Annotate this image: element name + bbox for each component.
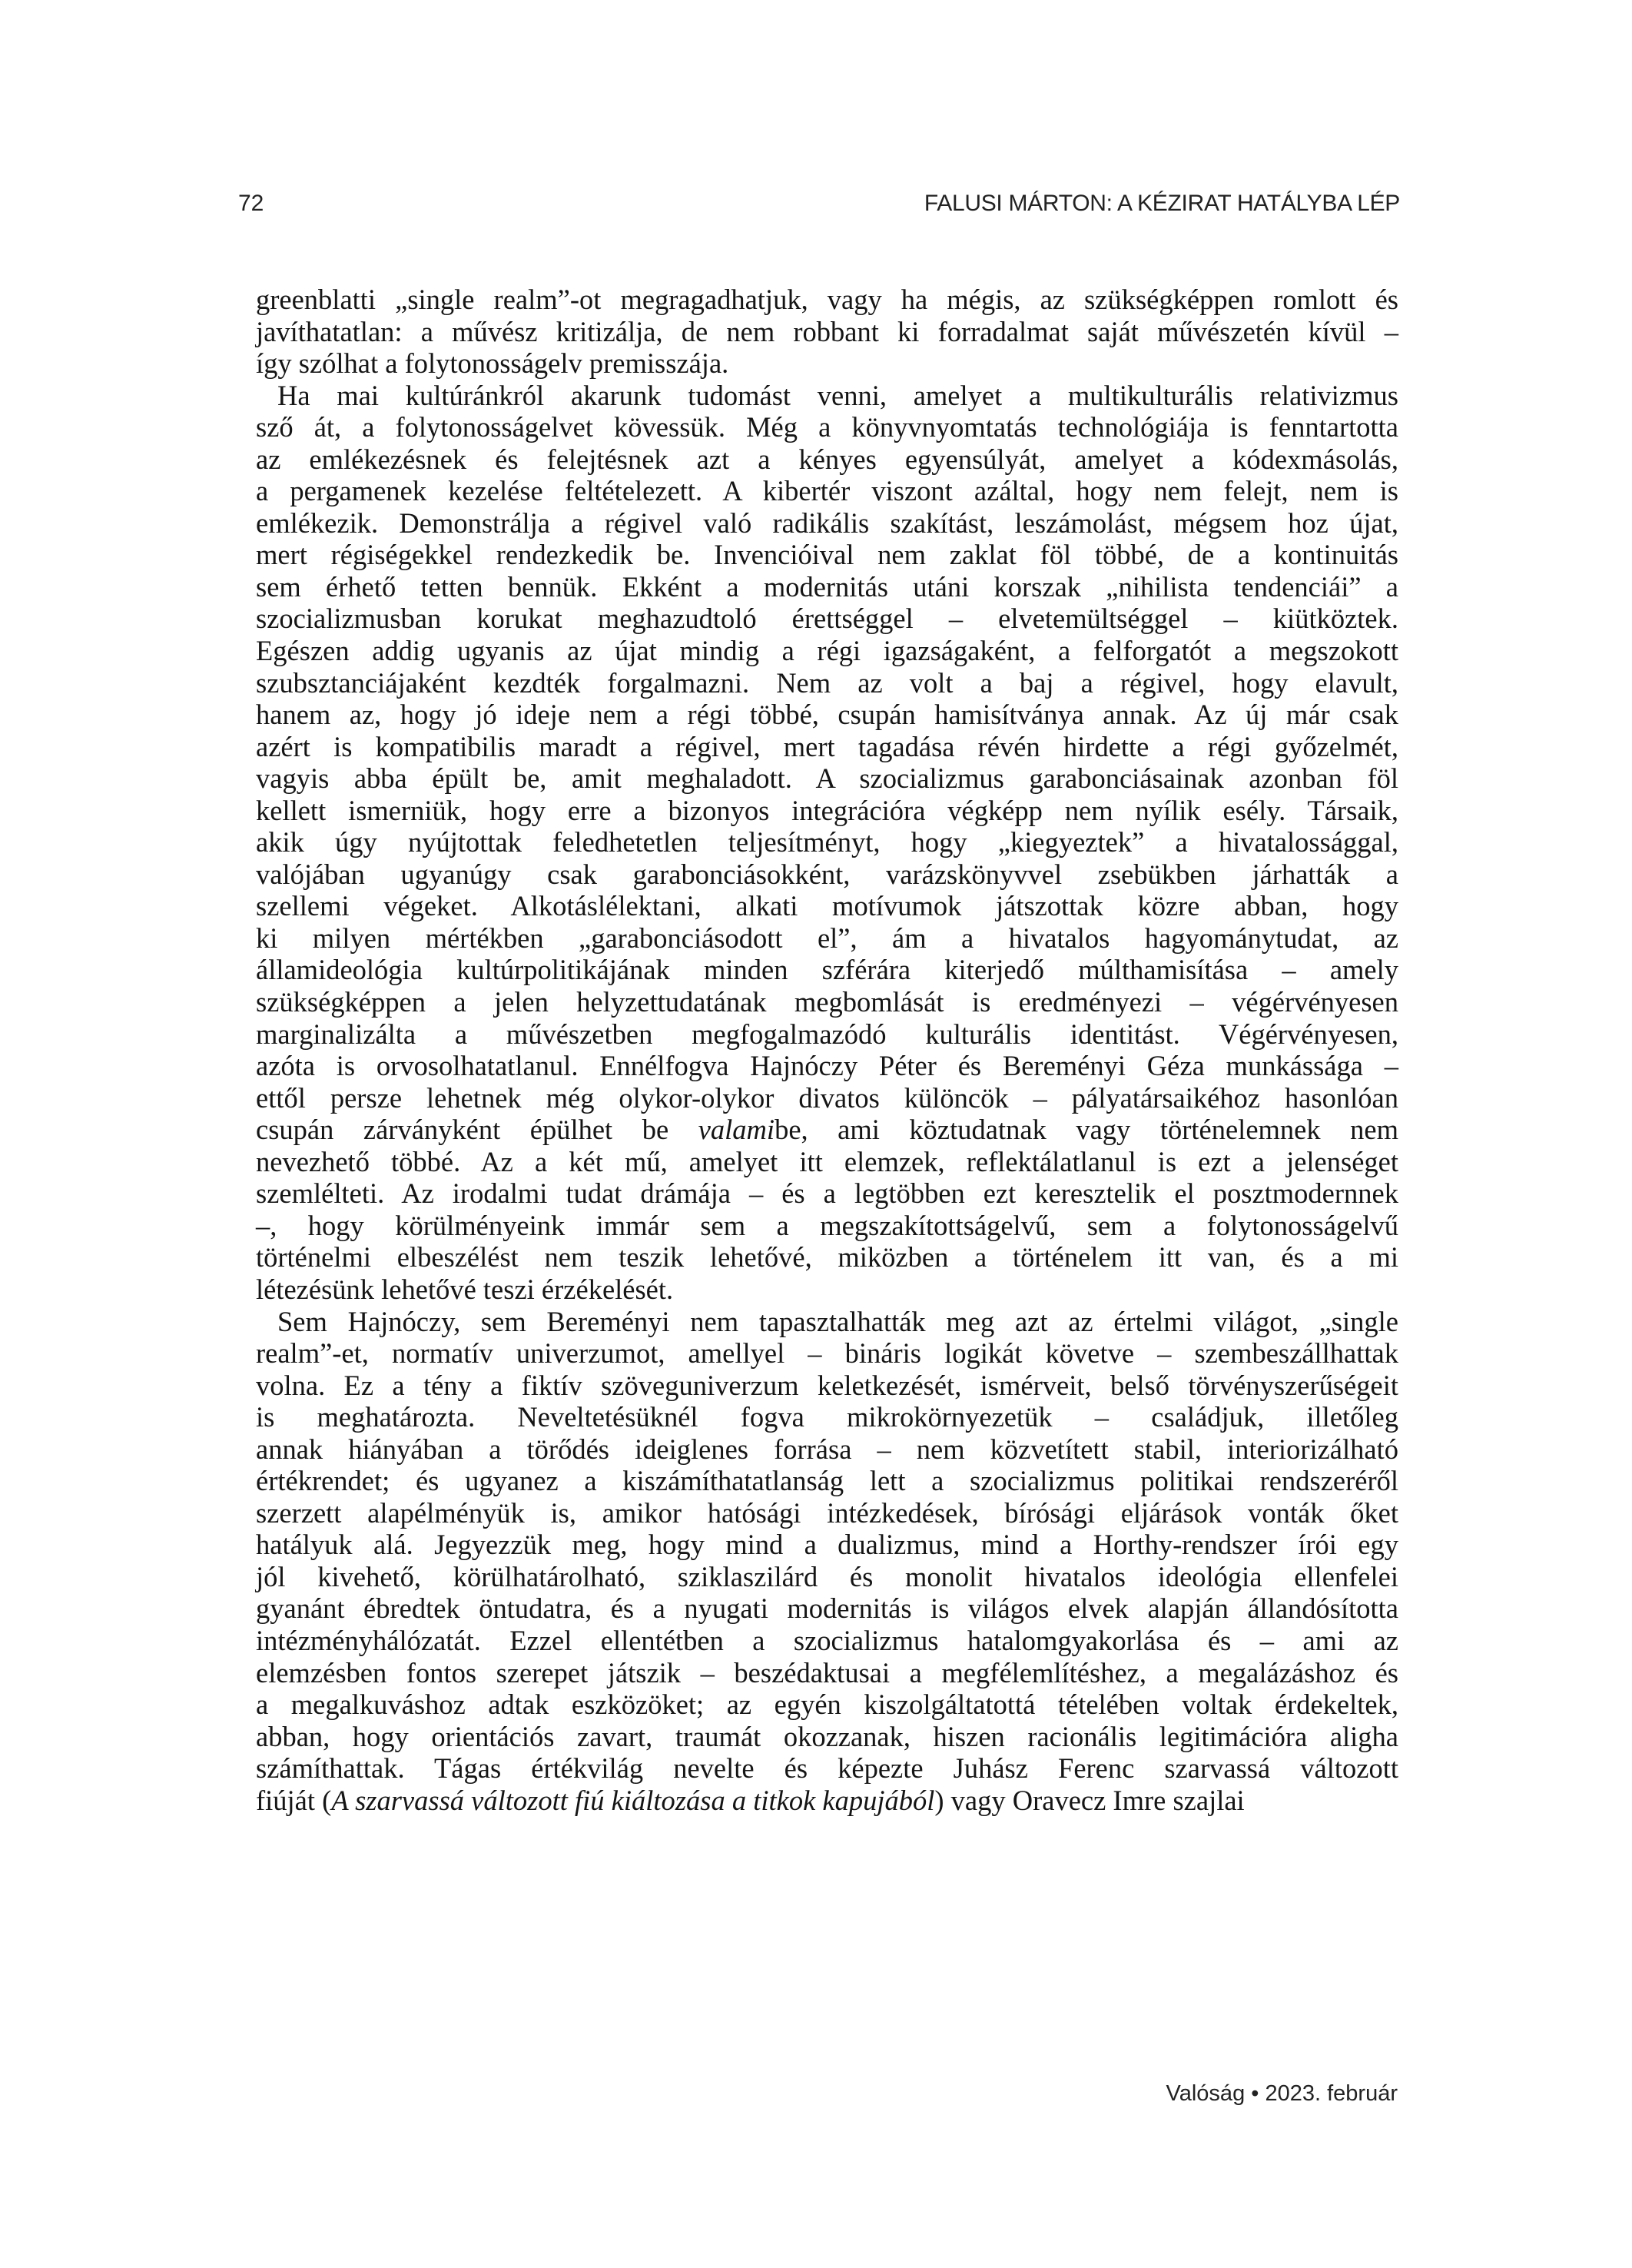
text-line: valójában ugyanúgy csak garabonciásokként, varázskönyvvel zsebükben járhatták a [256,858,1398,890]
issue-date: 2023. február [1265,2081,1398,2106]
text-line: azóta is orvosolhatatlanul. Ennélfogva Hajnóczy Péter és Bereményi Géza munkássága – [256,1050,1398,1082]
article-body [256,284,1398,1816]
text-line: elemzésben fontos szerepet játszik – beszédaktusai a megfélemlítéshez, a megalázáshoz és [256,1656,1398,1689]
footer-separator: • [1251,2081,1259,2106]
text-line: volna. Ez a tény a fiktív szöveguniverzum keletkezését, ismérveit, belső törvényszerűségeit [256,1369,1398,1401]
text-line: akik úgy nyújtottak feledhetetlen teljesítményt, hogy „kiegyeztek” a hivatalossággal, [256,826,1398,858]
text-line: hatályuk alá. Jegyezzük meg, hogy mind a dualizmus, mind a Horthy-rendszer írói egy [256,1529,1398,1561]
text-line: hanem az, hogy jó ideje nem a régi többé, csupán hamisítványa annak. Az új már csak [256,699,1398,731]
text-line: emlékezik. Demonstrálja a régivel való radikális szakítást, leszámolást, mégsem hoz újat, [256,506,1398,539]
text-line: abban, hogy orientációs zavart, traumát okozzanak, hiszen racionális legitimációra aligha [256,1720,1398,1752]
text-line: a megalkuváshoz adtak eszközöket; az egyén kiszolgáltatottá tételében voltak érdekeltek, [256,1689,1398,1721]
text-line: ettől persze lehetnek még olykor-olykor divatos különcök – pályatársaikéhoz hasonlóan [256,1081,1398,1114]
journal-name: Valóság [1166,2081,1246,2106]
text-line: ki milyen mértékben „garabonciásodott el”, ám a hivatalos hagyománytudat, az [256,921,1398,954]
text-line: Egészen addig ugyanis az újat mindig a régi igazságaként, a felforgatót a megszokott [256,635,1398,667]
page-footer [1166,2081,1398,2107]
text-line: jól kivehető, körülhatárolható, sziklaszilárd és monolit hivatalos ideológia ellenfelei [256,1560,1398,1592]
text-line: kellett ismerniük, hogy erre a bizonyos integrációra végképp nem nyílik esély. Társaik, [256,794,1398,826]
text-line: annak hiányában a törődés ideiglenes forrása – nem közvetített stabil, interiorizálható [256,1433,1398,1465]
page-number: 72 [238,191,264,216]
text-line: mert régiségekkel rendezkedik be. Invencióival nem zaklat föl többé, de a kontinuitás [256,539,1398,571]
text-line: Sem Hajnóczy, sem Bereményi nem tapasztalhatták meg azt az értelmi világot, „single [277,1305,1398,1337]
text-line: a pergamenek kezelése feltételezett. A kibertér viszont azáltal, hogy nem felejt, nem is [256,475,1398,507]
page-header [238,184,1400,223]
text-line: számíthattak. Tágas értékvilág nevelte és képezte Juhász Ferenc szarvassá változott [256,1752,1398,1785]
text-line: szocializmusban korukat meghazudtoló érettséggel – elvetemültséggel – kiütköztek. [256,603,1398,635]
text-line: szerzett alapélményük is, amikor hatósági intézkedések, bírósági eljárások vonták őket [256,1496,1398,1529]
text-line: javíthatatlan: a művész kritizálja, de nem robbant ki forradalmat saját művészetén kívül – [256,315,1398,347]
paragraph [256,284,1398,380]
text-line: értékrendet; és ugyanez a kiszámíthatatlanság lett a szocializmus politikai rendszeréről [256,1465,1398,1497]
text-line: greenblatti „single realm”-ot megragadhatjuk, vagy ha mégis, az szükségképpen romlott és [256,284,1398,315]
paragraph [256,1306,1398,1817]
italic-text: A szarvassá változott fiú kiáltozása a titkok kapujából [331,1784,935,1816]
text-line: marginalizálta a művészetben megfogalmazódó kulturális identitást. Végérvényesen, [256,1018,1398,1050]
text-line: vagyis abba épült be, amit meghaladott. A szocializmus garabonciásainak azonban föl [256,762,1398,795]
text-line: gyanánt ébredtek öntudatra, és a nyugati modernitás is világos elvek alapján állandósította [256,1592,1398,1625]
text-line: szemlélteti. Az irodalmi tudat drámája – és a legtöbben ezt keresztelik el posztmodernnek [256,1177,1398,1210]
text-line: szubsztanciájaként kezdték forgalmazni. Nem az volt a baj a régivel, hogy elavult, [256,666,1398,699]
running-title: FALUSI MÁRTON: A KÉZIRAT HATÁLYBA LÉP [924,191,1400,216]
text-line: fiúját (A szarvassá változott fiú kiáltozása a titkok kapujából) vagy Oravecz Imre szajlai [256,1784,1245,1816]
text-line: nevezhető többé. Az a két mű, amelyet itt elemzek, reflektálatlanul is ezt a jelenséget [256,1145,1398,1177]
text-line: történelmi elbeszélést nem teszik lehetővé, miközben a történelem itt van, és a mi [256,1241,1398,1273]
text-line: létezésünk lehetővé teszi érzékelését. [256,1273,674,1305]
text-line: így szólhat a folytonosságelv premisszája. [256,347,729,380]
text-line: államideológia kultúrpolitikájának minden szférára kiterjedő múlthamisítása – amely [256,954,1398,986]
text-line: csupán zárványként épülhet be valamibe, ami köztudatnak vagy történelemnek nem [256,1114,1398,1146]
text-line: –, hogy körülményeink immár sem a megszakítottságelvű, sem a folytonosságelvű [256,1209,1398,1241]
text-line: Ha mai kultúránkról akarunk tudomást venni, amelyet a multikulturális relativizmus [277,379,1398,411]
text-line: realm”-et, normatív univerzumot, amellyel – bináris logikát követve – szembeszállhattak [256,1337,1398,1370]
text-line: sző át, a folytonosságelvet kövessük. Még a könyvnyomtatás technológiája is fenntartotta [256,411,1398,443]
text-line: szellemi végeket. Alkotáslélektani, alkati motívumok játszottak közre abban, hogy [256,890,1398,922]
paragraph [256,380,1398,1306]
text-line: az emlékezésnek és felejtésnek azt a kényes egyensúlyát, amelyet a kódexmásolás, [256,443,1398,475]
text-line: szükségképpen a jelen helyzettudatának megbomlását is eredményezi – végérvényesen [256,986,1398,1018]
italic-text: valami [698,1114,775,1146]
text-line: azért is kompatibilis maradt a régivel, mert tagadása révén hirdette a régi győzelmét, [256,730,1398,762]
text-line: sem érhető tetten bennük. Ekként a modernitás utáni korszak „nihilista tendenciái” a [256,570,1398,603]
text-line: intézményhálózatát. Ezzel ellentétben a szocializmus hatalomgyakorlása és – ami az [256,1624,1398,1656]
text-line: is meghatározta. Neveltetésüknél fogva mikrokörnyezetük – családjuk, illetőleg [256,1401,1398,1433]
